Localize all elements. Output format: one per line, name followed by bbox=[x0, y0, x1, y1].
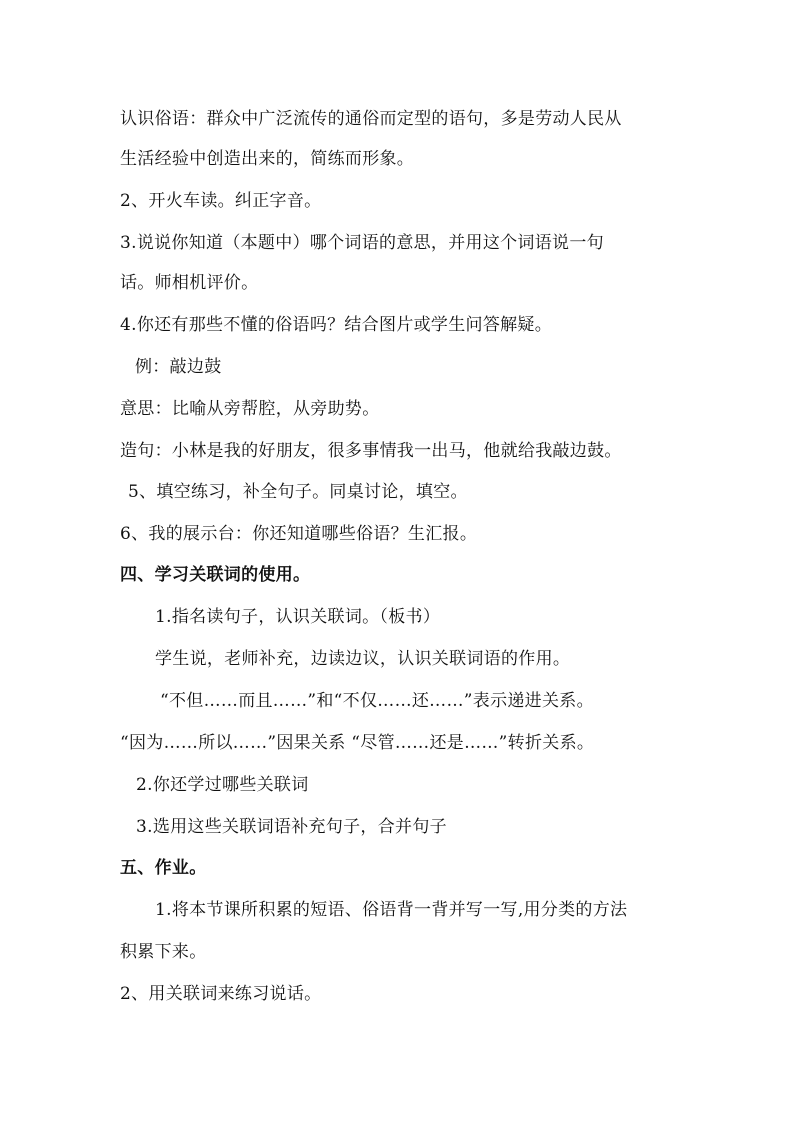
text-line-9: 造句：小林是我的好朋友，很多事情我一出马，他就给我敲边鼓。 bbox=[120, 441, 622, 461]
text-line-18: 3.选用这些关联词语补充句子，合并句子 bbox=[136, 817, 447, 837]
text-line-10: 5、填空练习，补全句子。同桌讨论，填空。 bbox=[128, 482, 468, 502]
text-line-13: 1.指名读句子，认识关联词。（板书） bbox=[155, 607, 441, 627]
text-line-17: 2.你还学过哪些关联词 bbox=[136, 775, 309, 795]
text-line-8: 意思：比喻从旁帮腔，从旁助势。 bbox=[120, 399, 380, 419]
section-heading-5: 五、作业。 bbox=[120, 858, 207, 878]
text-line-3: 2、开火车读。纠正字音。 bbox=[120, 191, 322, 211]
text-line-22: 2、用关联词来练习说话。 bbox=[120, 984, 322, 1004]
text-line-16: “因为……所以……”因果关系 “尽管……还是……”转折关系。 bbox=[120, 733, 595, 753]
text-line-6: 4.你还有那些不懂的俗语吗？结合图片或学生问答解疑。 bbox=[120, 315, 553, 335]
text-line-14: 学生说，老师补充，边读边议，认识关联词语的作用。 bbox=[155, 649, 571, 669]
text-line-21: 积累下来。 bbox=[120, 942, 207, 962]
section-heading-4: 四、学习关联词的使用。 bbox=[120, 565, 311, 585]
text-line-5: 话。师相机评价。 bbox=[120, 273, 259, 293]
text-line-2: 生活经验中创造出来的，简练而形象。 bbox=[120, 149, 415, 169]
text-line-11: 6、我的展示台：你还知道哪些俗语？生汇报。 bbox=[120, 524, 478, 544]
text-line-15: “不但……而且……”和“不仅……还……”表示递进关系。 bbox=[160, 691, 594, 711]
text-line-7: 例：敲边鼓 bbox=[135, 357, 222, 377]
text-line-1: 认识俗语：群众中广泛流传的通俗而定型的语句，多是劳动人民从 bbox=[120, 109, 622, 129]
text-line-4: 3.说说你知道（本题中）哪个词语的意思，并用这个词语说一句 bbox=[120, 233, 604, 253]
text-line-20: 1.将本节课所积累的短语、俗语背一背并写一写,用分类的方法 bbox=[155, 900, 628, 920]
